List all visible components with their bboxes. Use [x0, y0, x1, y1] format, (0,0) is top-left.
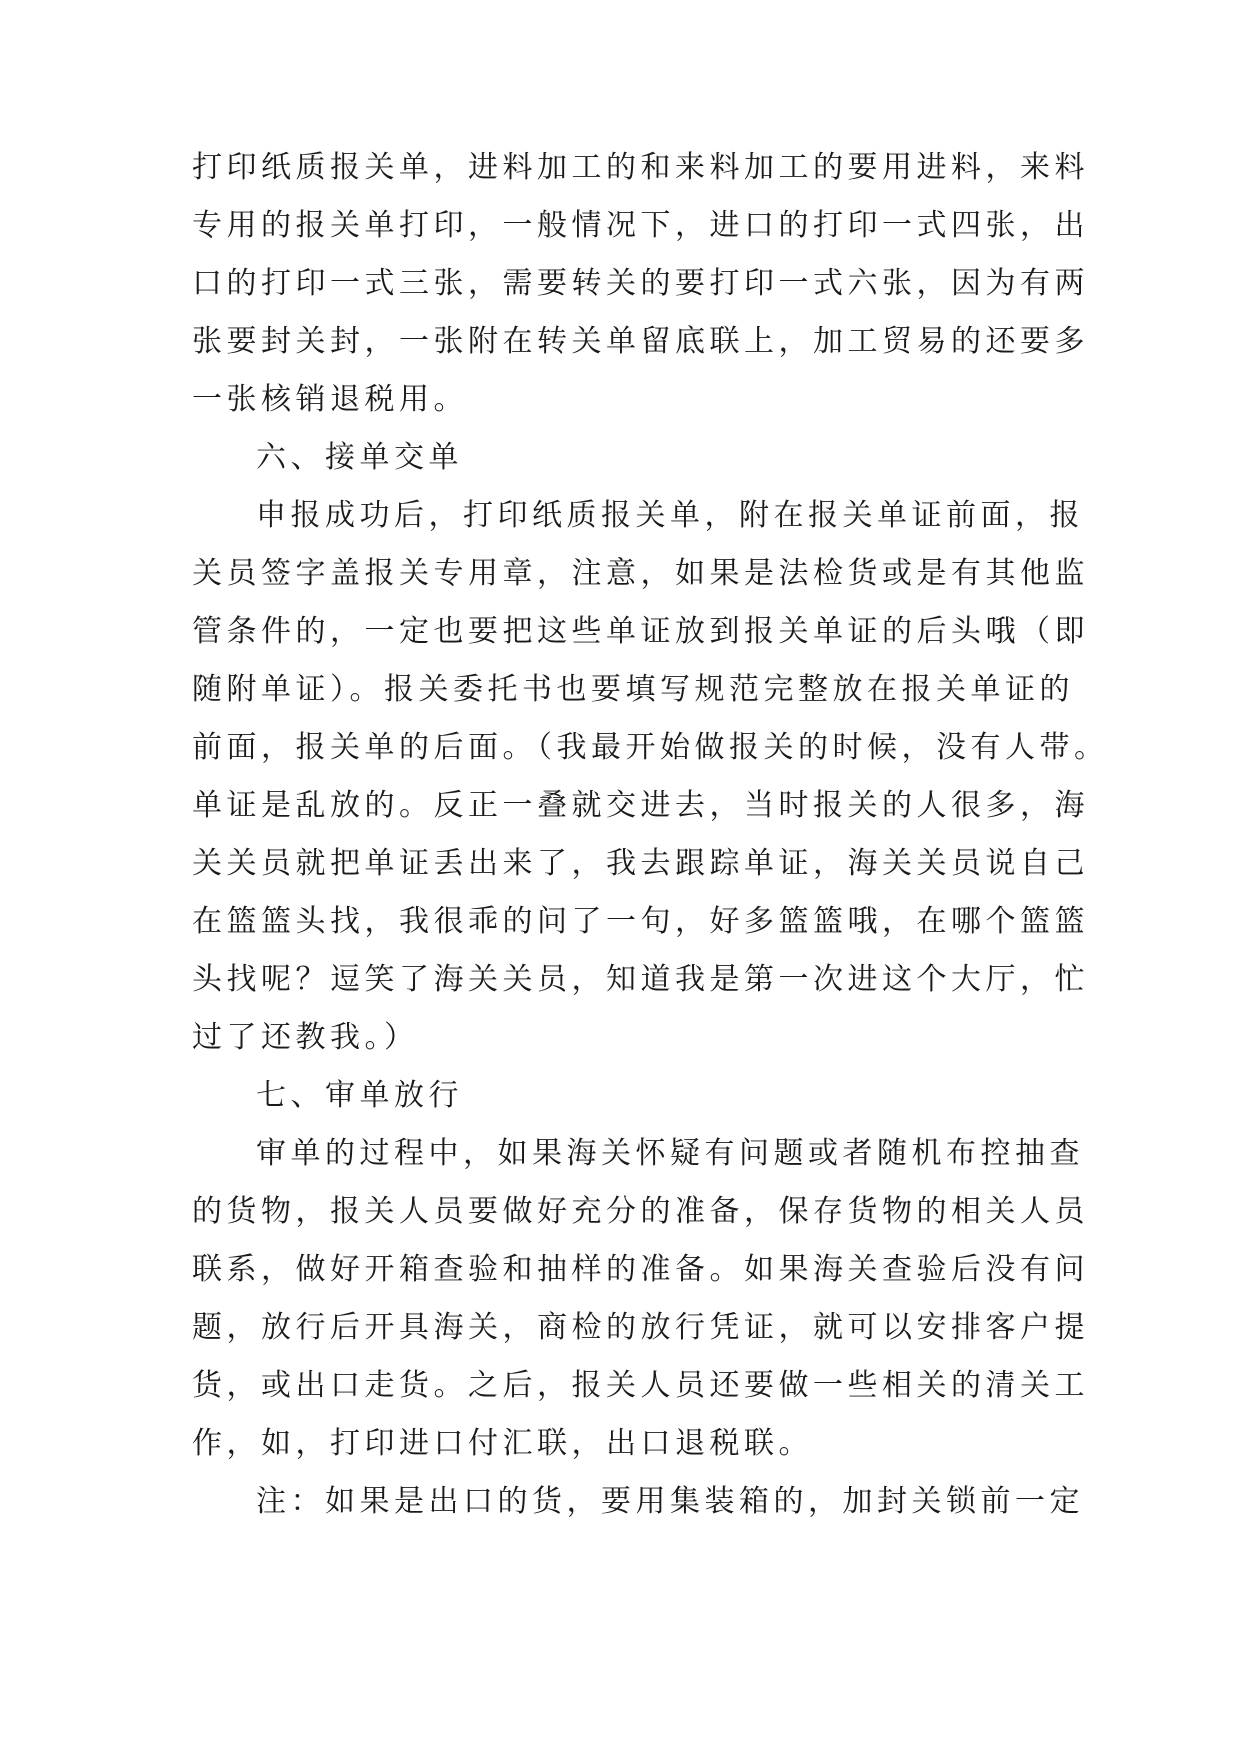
paragraph-line: 的货物，报关人员要做好充分的准备，保存货物的相关人员 [192, 1194, 1089, 1229]
paragraph-line: 管条件的，一定也要把这些单证放到报关单证的后头哦（即 [192, 614, 1089, 649]
paragraph-line: 申报成功后，打印纸质报关单，附在报关单证前面，报 [256, 498, 1084, 533]
section-heading: 六、接单交单 [256, 440, 463, 475]
paragraph-line: 作，如，打印进口付汇联，出口退税联。 [192, 1426, 813, 1461]
section-heading: 七、审单放行 [256, 1078, 463, 1113]
paragraph-line: 联系，做好开箱查验和抽样的准备。如果海关查验后没有问 [192, 1252, 1089, 1287]
paragraph-line: 单证是乱放的。反正一叠就交进去，当时报关的人很多，海 [192, 788, 1089, 823]
paragraph-line: 前面，报关单的后面。（我最开始做报关的时候，没有人带。 [192, 730, 1109, 765]
paragraph-line: 题，放行后开具海关，商检的放行凭证，就可以安排客户提 [192, 1310, 1089, 1345]
paragraph-line: 货，或出口走货。之后，报关人员还要做一些相关的清关工 [192, 1368, 1089, 1403]
paragraph-line: 一张核销退税用。 [192, 382, 468, 417]
paragraph-line: 在篮篮头找，我很乖的问了一句，好多篮篮哦，在哪个篮篮 [192, 904, 1089, 939]
paragraph-line: 口的打印一式三张，需要转关的要打印一式六张，因为有两 [192, 266, 1089, 301]
paragraph-line: 张要封关封，一张附在转关单留底联上，加工贸易的还要多 [192, 324, 1089, 359]
paragraph-line: 过了还教我。） [192, 1020, 419, 1055]
paragraph-line: 关关员就把单证丢出来了，我去跟踪单证，海关关员说自己 [192, 846, 1089, 881]
paragraph-line: 头找呢？逗笑了海关关员，知道我是第一次进这个大厅，忙 [192, 962, 1089, 997]
paragraph-line: 注：如果是出口的货，要用集装箱的，加封关锁前一定 [256, 1484, 1084, 1519]
paragraph-line: 审单的过程中，如果海关怀疑有问题或者随机布控抽查 [256, 1136, 1084, 1171]
paragraph-line: 打印纸质报关单，进料加工的和来料加工的要用进料，来料 [192, 150, 1089, 185]
paragraph-line: 专用的报关单打印，一般情况下，进口的打印一式四张，出 [192, 208, 1089, 243]
paragraph-line: 关员签字盖报关专用章，注意，如果是法检货或是有其他监 [192, 556, 1089, 591]
paragraph-line: 随附单证）。报关委托书也要填写规范完整放在报关单证的 [192, 672, 1074, 707]
